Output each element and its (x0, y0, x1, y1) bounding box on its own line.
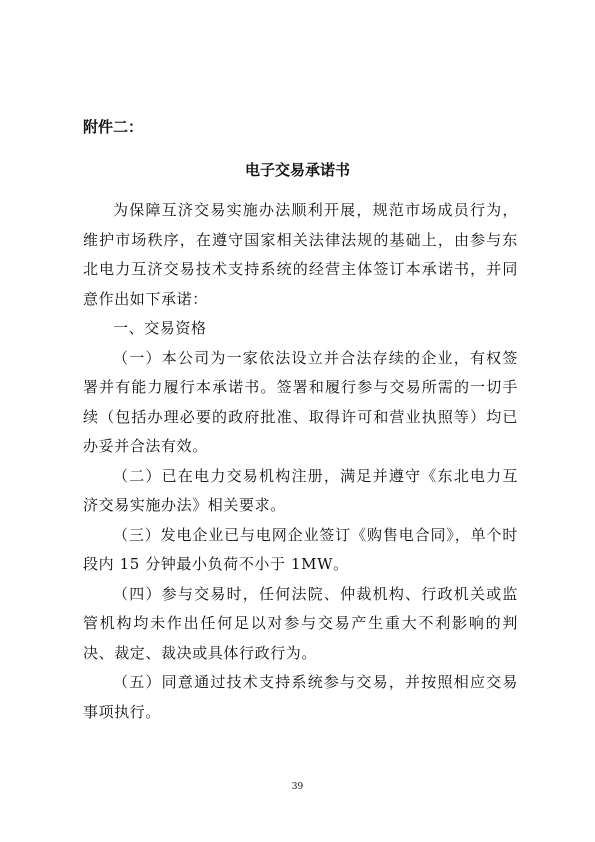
clause-1: （一）本公司为一家依法设立并合法存续的企业，有权签署并有能力履行本承诺书。签署和履行参与交易所需的一切手续（包括办理必要的政府批准、取得许可和营业执照等）均已办妥并合法有效。 (83, 348, 518, 455)
attachment-label: 附件二： (83, 118, 144, 136)
section-heading-trading-qualification: 一、交易资格 (113, 319, 207, 337)
clause-4: （四）参与交易时，任何法院、仲裁机构、行政机关或监管机构均未作出任何足以对参与交易产生重大不利影响的判决、裁定、裁决或具体行政行为。 (83, 584, 518, 662)
clause-5: （五）同意通过技术支持系统参与交易，并按照相应交易事项执行。 (83, 673, 518, 721)
document-body (83, 196, 518, 727)
clause-3: （三）发电企业已与电网企业签订《购售电合同》，单个时段内 15 分钟最小负荷不小于 1MW。 (83, 525, 518, 573)
document-title: 电子交易承诺书 (244, 161, 350, 179)
intro-paragraph: 为保障互济交易实施办法顺利开展，规范市场成员行为，维护市场秩序，在遵守国家相关法律法规的基础上，由参与东北电力互济交易技术支持系统的经营主体签订本承诺书，并同意作出如下承诺： (83, 201, 518, 308)
page-number: 39 (291, 782, 304, 792)
clause-2: （二）已在电力交易机构注册，满足并遵守《东北电力互济交易实施办法》相关要求。 (83, 466, 518, 514)
